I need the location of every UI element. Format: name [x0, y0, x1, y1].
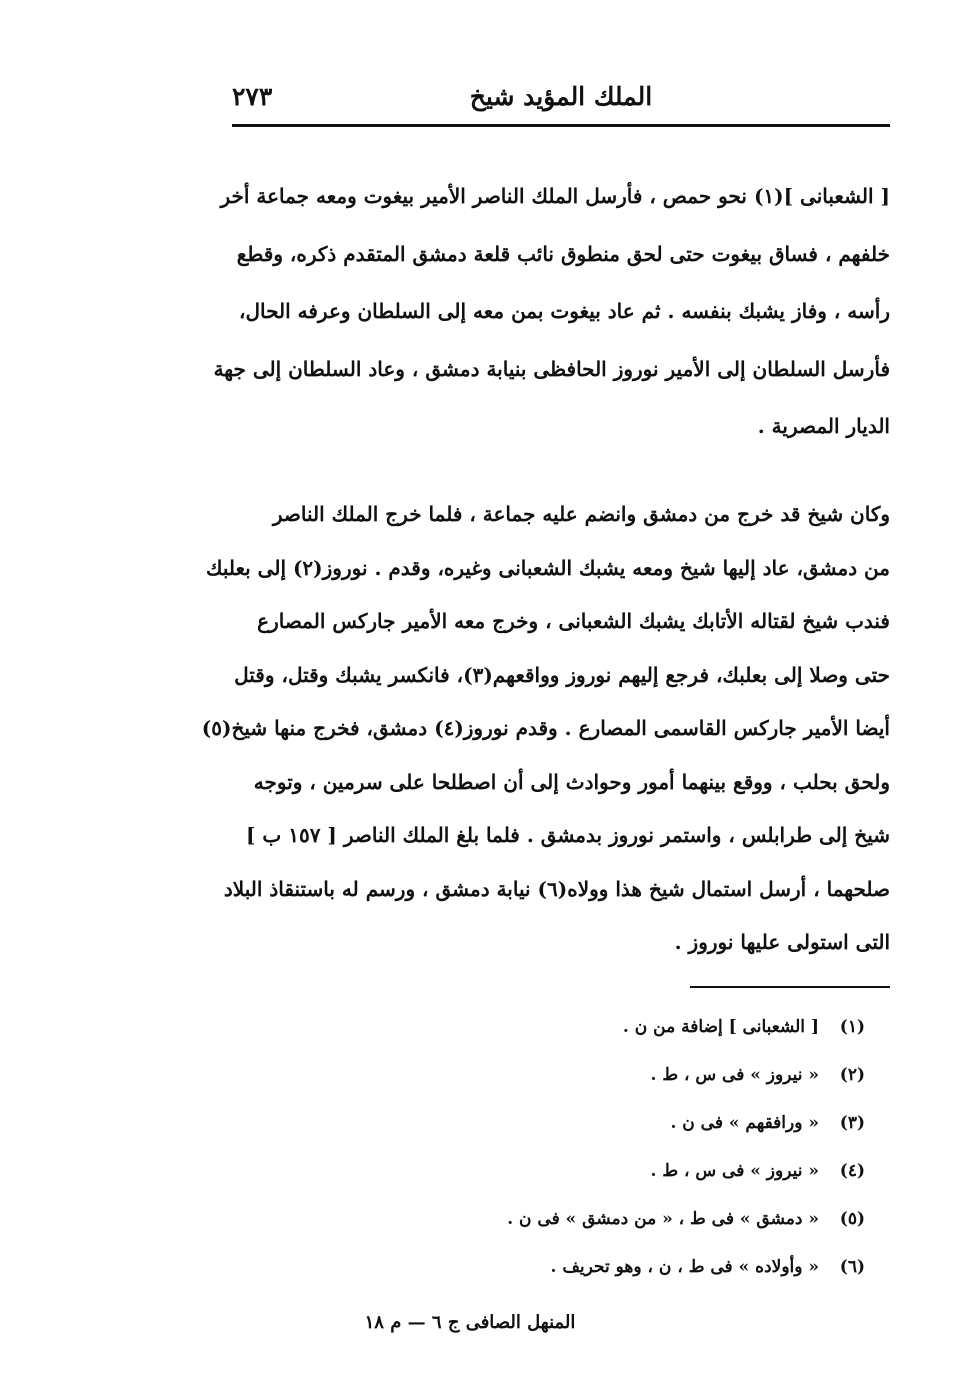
page-number: ٢٧٣: [232, 82, 273, 111]
footnote-marker: (٥): [839, 1209, 865, 1229]
footnote-text: « دمشق » فى ط ، « من دمشق » فى ن .: [507, 1209, 819, 1229]
text-line: رأسه ، وفاز يشبك بنفسه . ثم عاد بيغوت بمن معه إلى السلطان وعرفه الحال،: [239, 299, 890, 323]
text-line: وكان شيخ قد خرج من دمشق وانضم عليه جماعة ، فلما خرج الملك الناصر: [272, 502, 890, 526]
text-line: التى استولى عليها نوروز .: [674, 930, 890, 954]
text-line: حتى وصلا إلى بعلبك، فرجع إليهم نوروز وواقعهم(٣)، فانكسر يشبك وقتل، وقتل: [234, 662, 890, 687]
footnote: [420, 1246, 865, 1294]
text-line: من دمشق، عاد إليها شيخ ومعه يشبك الشعبانى وغيره، وقدم . نوروز(٢) إلى بعلبك: [205, 555, 890, 580]
footnote: [420, 1198, 865, 1246]
footnote: [420, 1102, 865, 1150]
text-line: صلحهما ، أرسل استمال شيخ هذا وولاه(٦) نيابة دمشق ، ورسم له باستنقاذ البلاد: [223, 876, 890, 901]
text-line: شيخ إلى طرابلس ، واستمر نوروز بدمشق . فلما بلغ الملك الناصر [ ١٥٧ ب ]: [245, 823, 890, 847]
footnote-marker: (٢): [839, 1065, 865, 1085]
footnote-rule: [690, 986, 890, 988]
text-line: فأرسل السلطان إلى الأمير نوروز الحافظى بنيابة دمشق ، وعاد السلطان إلى جهة: [213, 356, 890, 381]
text-line: ولحق بحلب ، ووقع بينهما أمور وحوادث إلى أن اصطلحا على سرمين ، وتوجه: [253, 769, 890, 794]
footnote-marker: (٦): [839, 1257, 865, 1277]
text-line: أيضا الأمير جاركس القاسمى المصارع . وقدم نوروز(٤) دمشق، فخرج منها شيخ(٥): [201, 716, 890, 740]
footnote-text: « نيروز » فى س ، ط .: [650, 1065, 819, 1085]
footnote: [420, 1054, 865, 1102]
footnote-marker: (٣): [839, 1113, 865, 1133]
footnote-text: « ورافقهم » فى ن .: [670, 1113, 819, 1133]
footnote-list: [420, 1006, 865, 1294]
footnote-marker: (١): [839, 1017, 865, 1037]
signature-mark: المنهل الصافى ج ٦ — م ١٨: [364, 1312, 576, 1333]
text-line: [ الشعبانى ](١) نحو حمص ، فأرسل الملك الناصر الأمير بيغوت ومعه جماعة أخر: [220, 184, 890, 208]
footnote-text: « نيروز » فى س ، ط .: [650, 1161, 819, 1181]
header-rule: [232, 124, 890, 127]
footnote: [420, 1150, 865, 1198]
page-header: [232, 78, 890, 120]
footnote: [420, 1006, 865, 1054]
text-line: الديار المصرية .: [757, 414, 890, 438]
footnote-text: « وأولاده » فى ط ، ن ، وهو تحريف .: [550, 1257, 819, 1277]
text-line: خلفهم ، فساق بيغوت حتى لحق منطوق نائب قلعة دمشق المتقدم ذكره، وقطع: [236, 241, 890, 266]
paragraph: [213, 168, 890, 456]
text-line: فندب شيخ لقتاله الأتابك يشبك الشعبانى ، وخرج معه الأمير جاركس المصارع: [257, 609, 890, 633]
footnote-marker: (٤): [839, 1161, 865, 1181]
footnote-text: [ الشعبانى ] إضافة من ن .: [622, 1017, 819, 1037]
paragraph: [201, 488, 890, 970]
running-title: الملك المؤيد شيخ: [469, 82, 653, 111]
